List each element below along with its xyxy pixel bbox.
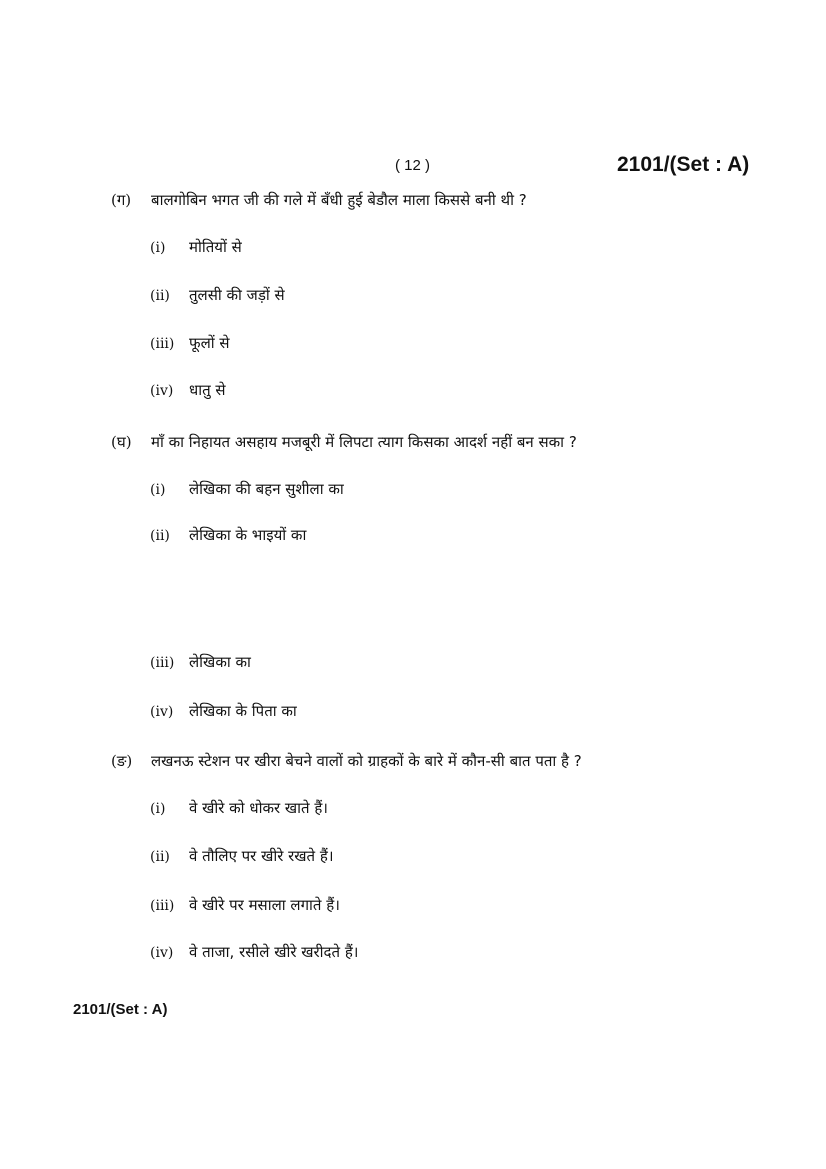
question-text: बालगोबिन भगत जी की गले में बँधी हुई बेडौल माला किससे बनी थी ? [151, 191, 527, 209]
option-text: लेखिका के पिता का [189, 702, 297, 720]
option-text: लेखिका के भाइयों का [189, 526, 307, 544]
question-marker: (ग) [111, 191, 132, 209]
set-code-header: 2101/(Set : A) [617, 153, 750, 176]
option-text: वे खीरे पर मसाला लगाते हैं। [189, 896, 340, 914]
option-marker: (i) [150, 240, 166, 256]
option-marker: (iv) [150, 383, 174, 399]
question-text: माँ का निहायत असहाय मजबूरी में लिपटा त्याग किसका आदर्श नहीं बन सका ? [151, 433, 577, 451]
option-text: लेखिका का [189, 653, 251, 671]
option-marker: (ii) [150, 528, 170, 544]
option-marker: (iv) [150, 945, 174, 961]
option-marker: (ii) [150, 288, 170, 304]
option-marker: (iii) [150, 655, 175, 671]
option-text: वे ताजा, रसीले खीरे खरीदते हैं। [189, 943, 359, 961]
option-marker: (iii) [150, 898, 175, 914]
option-text: धातु से [189, 381, 226, 399]
option-text: लेखिका की बहन सुशीला का [189, 480, 344, 498]
question-marker: (ङ) [111, 752, 133, 770]
option-marker: (iii) [150, 336, 175, 352]
question-text: लखनऊ स्टेशन पर खीरा बेचने वालों को ग्राहकों के बारे में कौन-सी बात पता है ? [151, 752, 582, 770]
option-marker: (ii) [150, 849, 170, 865]
option-text: मोतियों से [189, 238, 242, 256]
option-marker: (i) [150, 482, 166, 498]
option-marker: (iv) [150, 704, 174, 720]
option-text: तुलसी की जड़ों से [189, 286, 285, 304]
option-text: फूलों से [189, 334, 230, 352]
option-marker: (i) [150, 801, 166, 817]
page-number: ( 12 ) [395, 157, 431, 174]
set-code-footer: 2101/(Set : A) [73, 1001, 168, 1018]
option-text: वे खीरे को धोकर खाते हैं। [189, 799, 328, 817]
option-text: वे तौलिए पर खीरे रखते हैं। [189, 847, 334, 865]
question-marker: (घ) [111, 433, 132, 451]
